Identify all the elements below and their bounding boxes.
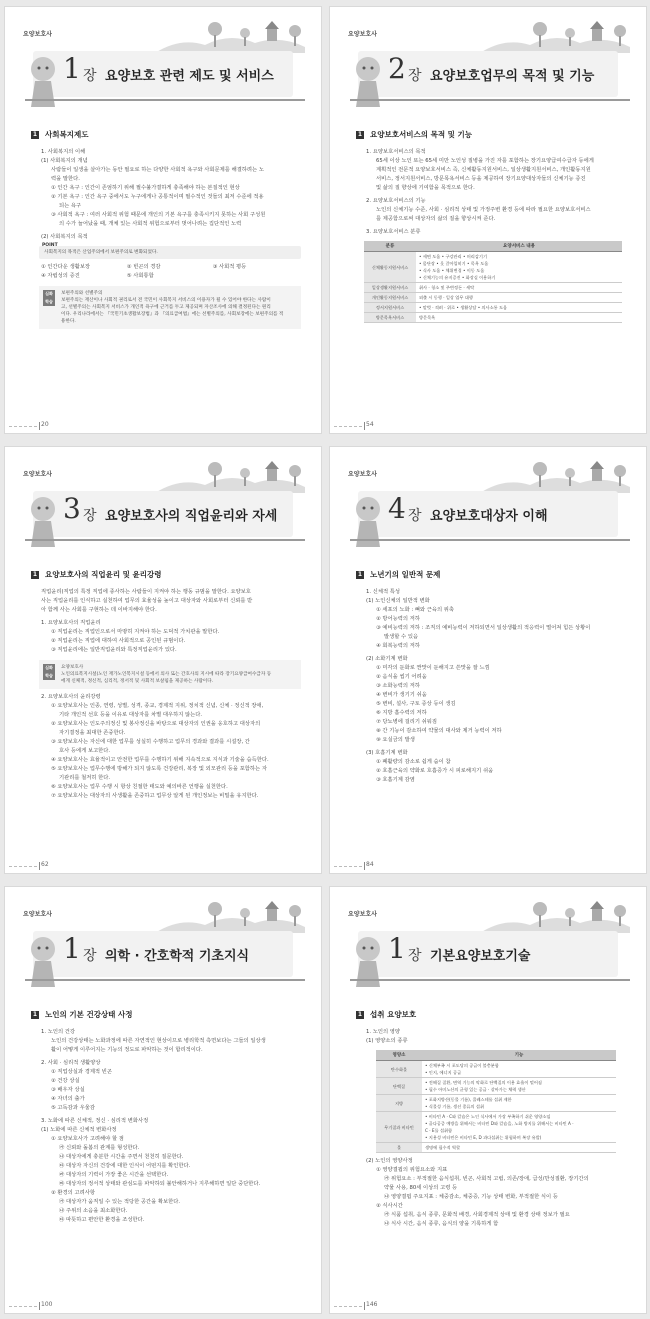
table-row xyxy=(376,1061,616,1078)
text-line: 노인의 건강상태는 노화과정에 따른 자연적인 현상이므로 병리학적 측면보다는 그들의 일상생 xyxy=(51,1038,266,1044)
table-cell: 방문목욕서비스 xyxy=(364,313,416,323)
page-footer xyxy=(5,861,322,871)
text-line: ㉯ 영양결핍 주요지표 : 체중감소, 체중증, 기능 상태 변화, 부적절한 식이 등 xyxy=(384,1194,558,1200)
cell-line: • 신체부족 시 포도당의 공급이 불충분함 xyxy=(425,1063,499,1068)
page-number: 146 xyxy=(366,1301,378,1308)
footer-rule xyxy=(334,866,362,867)
text-line: 직업윤리(직업의 특정 직업에 종사하는 사람들이 지켜야 하는 행동 규범을 말한다. 요양보호 xyxy=(41,589,251,595)
running-head: 요양보호사 xyxy=(348,471,377,478)
page-body xyxy=(356,1009,626,1229)
text-line: ② 호흡근육의 약화로 호흡증가 시 피로해지기 쉬움 xyxy=(376,768,494,774)
text-line: ⑦ 요양보호사는 대상자의 사생활을 존중하고 업무상 알게 된 개인정보는 비밀을 유지한다. xyxy=(51,793,259,799)
table-row xyxy=(364,313,622,323)
chapter-suffix: 장 xyxy=(408,508,422,524)
table-cell: 지방 xyxy=(376,1095,422,1112)
text-line: ① 세포의 노화 : 뼈와 근육의 위축 xyxy=(376,607,455,613)
text-line: 사는 직업윤리를 인식하고 실천하여 업무의 효율성을 높이고 대상자와 사회로부터 신뢰를 받 xyxy=(41,598,253,604)
page-body xyxy=(356,569,626,785)
table-cell: 탄수화물 xyxy=(376,1061,422,1078)
text-line: 아 함께 사는 사회를 구현하는 데 이바지해야 한다. xyxy=(41,607,157,613)
table-row xyxy=(364,293,622,303)
table-cell xyxy=(416,252,622,283)
goal-item: ④ 자립성의 증진 xyxy=(41,273,80,279)
section-heading xyxy=(31,1009,301,1020)
running-head: 요양보호사 xyxy=(23,471,52,478)
text-line: 사람들이 일생을 살아가는 동안 필요로 하는 다양한 사회적 욕구와 사회문제를 해결하려는 노 xyxy=(51,167,264,173)
text-line: ⑤ 변비, 설사, 구토 증상 등이 생김 xyxy=(376,701,456,707)
title-underline xyxy=(350,99,630,101)
section-title: 요양보호사의 직업윤리 및 윤리강령 xyxy=(45,570,162,579)
footer-bar xyxy=(39,1302,40,1310)
page-footer xyxy=(330,861,647,871)
table-row xyxy=(376,1095,616,1112)
note-line: 노인의료복지시설(노인 재가노인복지시설 등에서 의사 또는 간호사의 지시에 따라 장기요양급여수급자 등 xyxy=(61,672,272,677)
text-line: ④ 회복능력의 저하 xyxy=(376,643,420,649)
note-tag: 심화 학습 xyxy=(43,664,55,680)
text-line: 를 제공함으로써 대상자의 삶의 질을 향상시켜 준다. xyxy=(376,216,496,222)
page-number: 100 xyxy=(41,1301,53,1308)
section-number: 1 xyxy=(357,1010,363,1018)
text-line: 되는 욕구 xyxy=(59,203,82,209)
text-line: 1. 요양보호서비스의 목적 xyxy=(366,149,426,155)
text-line: ① 미각의 둔화로 짠맛이 둔해지고 쓴맛을 잘 느낌 xyxy=(376,665,490,671)
text-line: (2) 사회복지의 목적 xyxy=(41,234,88,240)
text-line: ① 인간 욕구 : 인간이 존엄하기 위해 필수불가결하게 충족해야 하는 본질적인 현상 xyxy=(51,185,240,191)
text-line: ③ 호흡기계 감염 xyxy=(376,777,415,783)
text-line: 호사 등에게 보고한다. xyxy=(59,748,111,754)
note-line: 에게 신체적, 정신적, 심리적, 정서적 및 사회적 보살핌을 제공하는 사람이다. xyxy=(61,679,214,684)
landscape-illustration xyxy=(5,447,322,493)
landscape-illustration xyxy=(5,887,322,933)
footer-bar xyxy=(364,1302,365,1310)
text-line: ⑥ 지방 흡수력의 저하 xyxy=(376,710,427,716)
chapter-title: 의학 · 간호학적 기초지식 xyxy=(105,949,250,964)
text-line: ① 직업상실과 경제적 빈곤 xyxy=(51,1069,112,1075)
footer-rule xyxy=(334,1306,362,1307)
book-page xyxy=(4,6,322,434)
footer-rule xyxy=(9,1306,37,1307)
footer-bar xyxy=(39,422,40,430)
title-underline xyxy=(25,99,305,101)
cell-line: • 세면 도움 • 구강관리 • 머리감기기 xyxy=(419,254,487,259)
text-line: ④ 변비가 생기기 쉬움 xyxy=(376,692,427,698)
advanced-note xyxy=(39,286,301,329)
section-number: 1 xyxy=(32,130,38,138)
table-row xyxy=(376,1078,616,1095)
table-header: 요양서비스 내용 xyxy=(416,241,622,252)
book-page xyxy=(329,6,647,434)
table-cell: 신체활동지원서비스 xyxy=(364,252,416,283)
landscape-illustration xyxy=(5,7,322,53)
text-line: 1. 신체적 특성 xyxy=(366,589,401,595)
section-title: 요양보호서비스의 목적 및 기능 xyxy=(370,130,473,139)
text-line: 기타 개인적 선호 등을 이유로 대상자를 차별 대우하지 않는다. xyxy=(59,712,203,718)
cell-line: • 전해질 질환, 면역 기능의 악화로 단백질의 이용 효율이 떨어짐 xyxy=(425,1080,542,1085)
page-footer xyxy=(5,421,322,431)
text-line: 1. 노인의 건강 xyxy=(41,1029,76,1035)
chapter-number: 2 xyxy=(388,52,406,85)
cell-line: • 지용성 비타민은 비타민 E, D 과다섭취는 위험하며 복장 유발) xyxy=(425,1135,542,1140)
chapter-number: 3 xyxy=(63,492,81,525)
footer-bar xyxy=(364,422,365,430)
chapter-number: 4 xyxy=(388,492,406,525)
section-heading xyxy=(31,129,301,140)
text-line: ① 폐활량의 감소로 쉽게 숨이 참 xyxy=(376,759,451,765)
footer-rule xyxy=(9,866,37,867)
page-footer xyxy=(5,1301,322,1311)
text-line: ③ 예비능력의 저하 : 조직의 예비능력이 저하되면서 일상생활의 적응력이 떨어져 힘든 상황이 xyxy=(376,625,591,631)
text-line: ② 건강 상실 xyxy=(51,1078,80,1084)
cell-line: • 몸단장 • 옷 갈아입히기 • 목욕 도움 xyxy=(419,261,489,266)
page-number: 54 xyxy=(366,421,374,428)
chapter-number: 1 xyxy=(388,932,406,965)
point-callout xyxy=(39,243,301,259)
landscape-illustration xyxy=(330,887,647,933)
title-underline xyxy=(350,539,630,541)
text-line: (1) 노인신체의 일반적 변화 xyxy=(366,598,430,604)
running-head: 요양보호사 xyxy=(348,31,377,38)
text-line: ① 요양보호사가 고려해야 할 점 xyxy=(51,1136,124,1142)
text-line: ② 방어능력의 저하 xyxy=(376,616,420,622)
footer-bar xyxy=(364,862,365,870)
text-line: ② 식사시간 xyxy=(376,1203,403,1209)
cell-line: • 골다공증 예방을 위해서는 비타민 D와 칼슘을, 노화 방지를 위해서는 비타민 A · xyxy=(425,1121,574,1126)
text-line: (2) 노인의 영양사정 xyxy=(366,1158,413,1164)
text-line: ⑤ 요양보호사는 업무수행에 방해가 되지 않도록 건강관리, 복장 및 외모관리 등을 포함하는 자 xyxy=(51,766,267,772)
text-line: (1) 노화에 따른 신체적 변화사정 xyxy=(41,1127,117,1133)
text-line: (2) 소화기계 변화 xyxy=(366,656,408,662)
table-cell: 생명에 필수적 역할 xyxy=(422,1143,616,1153)
nutrient-table xyxy=(376,1050,616,1153)
note-line: 이다. 우리나라에서는 『국민기초생활보장법』과 『의료급여법』에는 선별주의를, 사회보장에는 보편주의를 적 xyxy=(61,312,284,317)
section-number: 1 xyxy=(357,130,363,138)
text-line: ㉱ 대상자의 기력이 가장 좋은 시간을 선택한다. xyxy=(59,1172,169,1178)
text-line: 1. 노인의 영양 xyxy=(366,1029,401,1035)
text-line: ③ 사회적 욕구 : 여러 사회적 위험 때문에 개인의 기본 욕구를 충족시키지 못하는 사회 구성원 xyxy=(51,212,266,218)
section-number: 1 xyxy=(32,1010,38,1018)
text-line: 노인의 신체기능 수준, 사회 · 심리적 상태 및 가정주변 환경 등에 따라 필요한 요양보호서비스 xyxy=(376,207,591,213)
text-line: ② 기본 욕구 : 인간 욕구 중에서도 누구에게나 공통적이며 필수적인 것들의 최저 수준에 적용 xyxy=(51,194,264,200)
table-cell xyxy=(422,1112,616,1143)
note-line: 고, 선별주의는 사회복지 서비스가 개인적 욕구에 근거를 두고 제공되며 자산조사에 의해 결정된다는 원리 xyxy=(61,305,271,310)
advanced-note xyxy=(39,660,301,689)
chapter-suffix: 장 xyxy=(83,948,97,964)
table-cell: 무기질과 비타민 xyxy=(376,1112,422,1143)
section-heading xyxy=(356,1009,626,1020)
section-number: 1 xyxy=(357,570,363,578)
text-line: 2. 요양보호사의 윤리강령 xyxy=(41,694,101,700)
page-body xyxy=(356,129,626,323)
book-page xyxy=(4,446,322,874)
table-cell: 방문목욕 xyxy=(416,313,622,323)
text-line: 활이 어떻게 이루어지는 기능의 정도로 파악하는 것이 합리적이다. xyxy=(51,1047,203,1053)
page-number: 84 xyxy=(366,861,374,868)
chapter-title: 요양보호업무의 목적 및 기능 xyxy=(430,69,595,84)
text-line: ② 음식을 씹기 어려움 xyxy=(376,674,427,680)
text-line: ⑨ 요실금의 발생 xyxy=(376,737,415,743)
text-line: ㉮ 식품 섭취, 음식 종류, 문화적 배경, 사회경제적 상태 및 환경 상태 정보가 필요 xyxy=(384,1212,570,1218)
cell-line: • 식물성 기름, 생선 종류의 섭취 xyxy=(425,1104,484,1109)
text-line: ㉯ 대상자에게 충분한 시간을 주면서 천천히 질문한다. xyxy=(59,1154,184,1160)
text-line: ⑤ 고독감과 우울감 xyxy=(51,1105,95,1111)
chapter-suffix: 장 xyxy=(408,948,422,964)
book-page xyxy=(329,886,647,1314)
section-title: 섭취 요양보호 xyxy=(370,1010,417,1019)
text-line: ㉯ 주위의 소음을 최소화한다. xyxy=(59,1208,128,1214)
text-line: 3. 요양보호서비스 분류 xyxy=(366,229,421,235)
landscape-illustration xyxy=(330,447,647,493)
footer-rule xyxy=(334,426,362,427)
text-line: ① 영양결핍의 위험요소와 지표 xyxy=(376,1167,448,1173)
cell-line: • 포화지방산(동물 기름), 콜레스테롤 섭취 제한 xyxy=(425,1097,512,1102)
cell-line: • 신체기능의 유지증진 • 화장실 이용하기 xyxy=(419,275,496,280)
table-cell: 취사 · 청소 및 주변정돈 · 세탁 xyxy=(416,283,622,293)
text-line: (3) 호흡기계 변화 xyxy=(366,750,408,756)
title-underline xyxy=(350,979,630,981)
page-number: 62 xyxy=(41,861,49,868)
text-line: 서비스, 정서지원서비스, 방문목욕서비스 등을 제공하여 장기요양대상자들의 신체기능 증진 xyxy=(376,176,586,182)
running-head: 요양보호사 xyxy=(23,911,52,918)
note-tag: 심화 학습 xyxy=(43,290,55,306)
text-line: ㉯ 식사 시간, 음식 종류, 음식의 양을 기록하게 함 xyxy=(384,1221,499,1227)
text-line: ② 직업윤리는 직업에 대하여 사회적으로 공인된 규범이다. xyxy=(51,638,186,644)
cell-line: • 식사 도움 • 체위변경 • 이동 도움 xyxy=(419,268,485,273)
table-cell: 단백질 xyxy=(376,1078,422,1095)
page-body xyxy=(31,569,301,801)
text-line: ㉰ 따뜻하고 편안한 환경을 조성한다. xyxy=(59,1217,145,1223)
cell-line: • 인지, 에너지 공급 xyxy=(425,1070,462,1075)
section-heading xyxy=(356,569,626,580)
goal-item: ③ 사회적 평등 xyxy=(212,264,247,270)
table-cell xyxy=(422,1061,616,1078)
text-line: ① 요양보호사는 인종, 연령, 성별, 성격, 종교, 경제적 지위, 정치적 신념, 신체 · 정신적 장애, xyxy=(51,703,264,709)
text-line: ① 직업윤리는 직업인으로서 마땅히 지켜야 하는 도덕적 가치관을 말한다. xyxy=(51,629,220,635)
chapter-title: 요양보호 관련 제도 및 서비스 xyxy=(105,69,274,84)
text-line: ⑥ 요양보호사는 업무 수행 시 항상 친절한 태도와 예의바른 언행을 실천한다. xyxy=(51,784,228,790)
note-title: 보편주의와 선별주의 xyxy=(61,291,103,296)
table-row xyxy=(376,1112,616,1143)
text-line: ㉮ 대상자가 움직일 수 있는 적당한 공간을 확보한다. xyxy=(59,1199,181,1205)
text-line: ㉰ 대상자 자신의 건강에 대한 인식이 어떤지를 확인한다. xyxy=(59,1163,191,1169)
running-head: 요양보호사 xyxy=(348,911,377,918)
note-line: 용한다. xyxy=(61,319,76,324)
goal-item: ⑤ 사회통합 xyxy=(126,273,154,279)
table-row xyxy=(376,1143,616,1153)
text-line: ③ 배우자 상실 xyxy=(51,1087,85,1093)
text-line: ② 요양보호사는 인도주의정신 및 봉사정신을 바탕으로 대상자의 인권을 옹호하고 대상자의 xyxy=(51,721,261,727)
point-tag: POINT xyxy=(42,243,58,248)
chapter-number: 1 xyxy=(63,52,81,85)
section-title: 사회복지제도 xyxy=(45,130,89,139)
section-heading xyxy=(31,569,301,580)
text-line: (1) 사회복지의 개념 xyxy=(41,158,88,164)
service-table xyxy=(364,241,622,323)
title-underline xyxy=(25,539,305,541)
chapter-number: 1 xyxy=(63,932,81,965)
book-page xyxy=(329,446,647,874)
landscape-illustration xyxy=(330,7,647,53)
text-line: ③ 소화능력의 저하 xyxy=(376,683,420,689)
footer-rule xyxy=(9,426,37,427)
text-line: 1. 요양보호사의 직업윤리 xyxy=(41,620,101,626)
text-line: 발생할 수 있음 xyxy=(384,634,419,640)
section-heading xyxy=(356,129,626,140)
table-row xyxy=(364,283,622,293)
chapter-title: 요양보호대상자 이해 xyxy=(430,509,548,524)
title-underline xyxy=(25,979,305,981)
table-header: 분류 xyxy=(364,241,416,252)
text-line: 계획적인 전문적 요양보호서비스 즉, 신체활동지원서비스, 일상생활지원서비스, 개인활동지원 xyxy=(376,167,591,173)
callout-text: 사회복지의 목적은 산업주의에서 보편주의로 변화되었다. xyxy=(44,250,158,255)
page-body xyxy=(31,129,301,329)
text-line: ㉲ 대상자의 정서적 상태와 관심도를 파악하되 불안해하거나 지루해하면 일단 중단한다. xyxy=(59,1181,261,1187)
page-number: 20 xyxy=(41,421,49,428)
text-line: ⑧ 간 기능이 감소하여 약물의 대사와 제거 능력이 저하 xyxy=(376,728,502,734)
cell-line: • 필수 아미노산의 균형 있는 공급 · 살아가는 체력 생산 xyxy=(425,1087,526,1092)
page-body xyxy=(31,1009,301,1225)
table-cell: 정서지원서비스 xyxy=(364,303,416,313)
section-title: 노년기의 일반적 문제 xyxy=(370,570,441,579)
table-row xyxy=(364,303,622,313)
text-line: 3. 노화에 따른 신체적, 정신 · 심리적 변화사정 xyxy=(41,1118,149,1124)
chapter-suffix: 장 xyxy=(83,508,97,524)
text-line: 65세 이상 노인 또는 65세 미만 노인성 질병을 가진 자를 포함하는 장기요양급여수급자 등에게 xyxy=(376,158,594,164)
footer-bar xyxy=(39,862,40,870)
section-title: 노인의 기본 건강상태 사정 xyxy=(45,1010,133,1019)
text-line: 2. 요양보호서비스의 기능 xyxy=(366,198,426,204)
text-line: ⑦ 당뇨병에 걸리기 쉬워짐 xyxy=(376,719,437,725)
text-line: 및 삶의 질 향상에 기여함을 목적으로 한다. xyxy=(376,185,475,191)
table-header: 기능 xyxy=(422,1050,616,1061)
cell-line: • 비타민 A · C와 칼슘은 노인 식사에서 가장 부족하기 쉬운 영양소임 xyxy=(425,1114,551,1119)
table-cell xyxy=(422,1095,616,1112)
page-footer xyxy=(330,421,647,431)
running-head: 요양보호사 xyxy=(23,31,52,38)
chapter-title: 요양보호사의 직업윤리와 자세 xyxy=(105,509,278,524)
text-line: ② 환경의 고려사항 xyxy=(51,1190,95,1196)
text-line: 기관리를 철저히 한다. xyxy=(59,775,111,781)
section-number: 1 xyxy=(32,570,38,578)
table-cell: 외출 시 동행 · 일상 업무 대행 xyxy=(416,293,622,303)
cell-line: C · E를 섭취함 xyxy=(425,1128,453,1133)
chapter-suffix: 장 xyxy=(408,68,422,84)
chapter-title: 기본요양보호기술 xyxy=(430,949,531,964)
text-line: ③ 요양보호사는 자신에 대한 업무를 성실히 수행하고 업무의 경과와 결과를 시설장, 간 xyxy=(51,739,250,745)
text-line: ㉮ 신뢰와 돌봄의 관계를 형성한다. xyxy=(59,1145,140,1151)
table-cell: 일상생활지원서비스 xyxy=(364,283,416,293)
goal-list xyxy=(31,263,301,281)
table-header: 영양소 xyxy=(376,1050,422,1061)
text-line: 자기결정을 최대한 존중한다. xyxy=(59,730,126,736)
table-cell: • 말벗 · 격려 · 위로 • 생활상담 • 의사소통 도움 xyxy=(416,303,622,313)
note-line: 보편주의는 재산이나 사회적 권리로서 전 국민이 사회복지 서비스의 이용자가 될 수 있어야 한다는 사람이 xyxy=(61,298,271,303)
text-line: 1. 사회복지의 이해 xyxy=(41,149,86,155)
page-footer xyxy=(330,1301,647,1311)
goal-item: ① 인간다운 생활보장 xyxy=(41,264,91,270)
note-title: 요양보호사 xyxy=(61,665,84,670)
text-line: ④ 요양보호사는 효율적이고 안전한 업무를 수행하기 위해 지속적으로 지식과 기술을 습득한다. xyxy=(51,757,269,763)
text-line: ㉮ 위험요소 : 부적절한 음식섭취, 빈곤, 사회적 고립, 의존/장애, 급성/만성질환, 장기간의 xyxy=(384,1176,589,1182)
text-line: 약물 사용, 80세 이상의 고령 등 xyxy=(384,1185,458,1191)
chapter-suffix: 장 xyxy=(83,68,97,84)
table-cell: 개인활동지원서비스 xyxy=(364,293,416,303)
text-line: ④ 자녀의 출가 xyxy=(51,1096,85,1102)
book-page xyxy=(4,886,322,1314)
table-row xyxy=(364,252,622,283)
text-line: 력을 말한다. xyxy=(51,176,80,182)
text-line: ③ 직업윤리에는 일반직업윤리와 특정직업윤리가 있다. xyxy=(51,647,177,653)
text-line: 의 수가 늘어났을 때, 개체 있는 사회적 위험으로부터 벗어나려는 집단적인 노력 xyxy=(59,221,242,227)
text-line: 2. 사회 · 심리적 생활양상 xyxy=(41,1060,101,1066)
table-cell xyxy=(422,1078,616,1095)
table-cell: 물 xyxy=(376,1143,422,1153)
text-line: (1) 영양소의 종류 xyxy=(366,1038,408,1044)
goal-item: ② 빈곤의 경감 xyxy=(126,264,161,270)
